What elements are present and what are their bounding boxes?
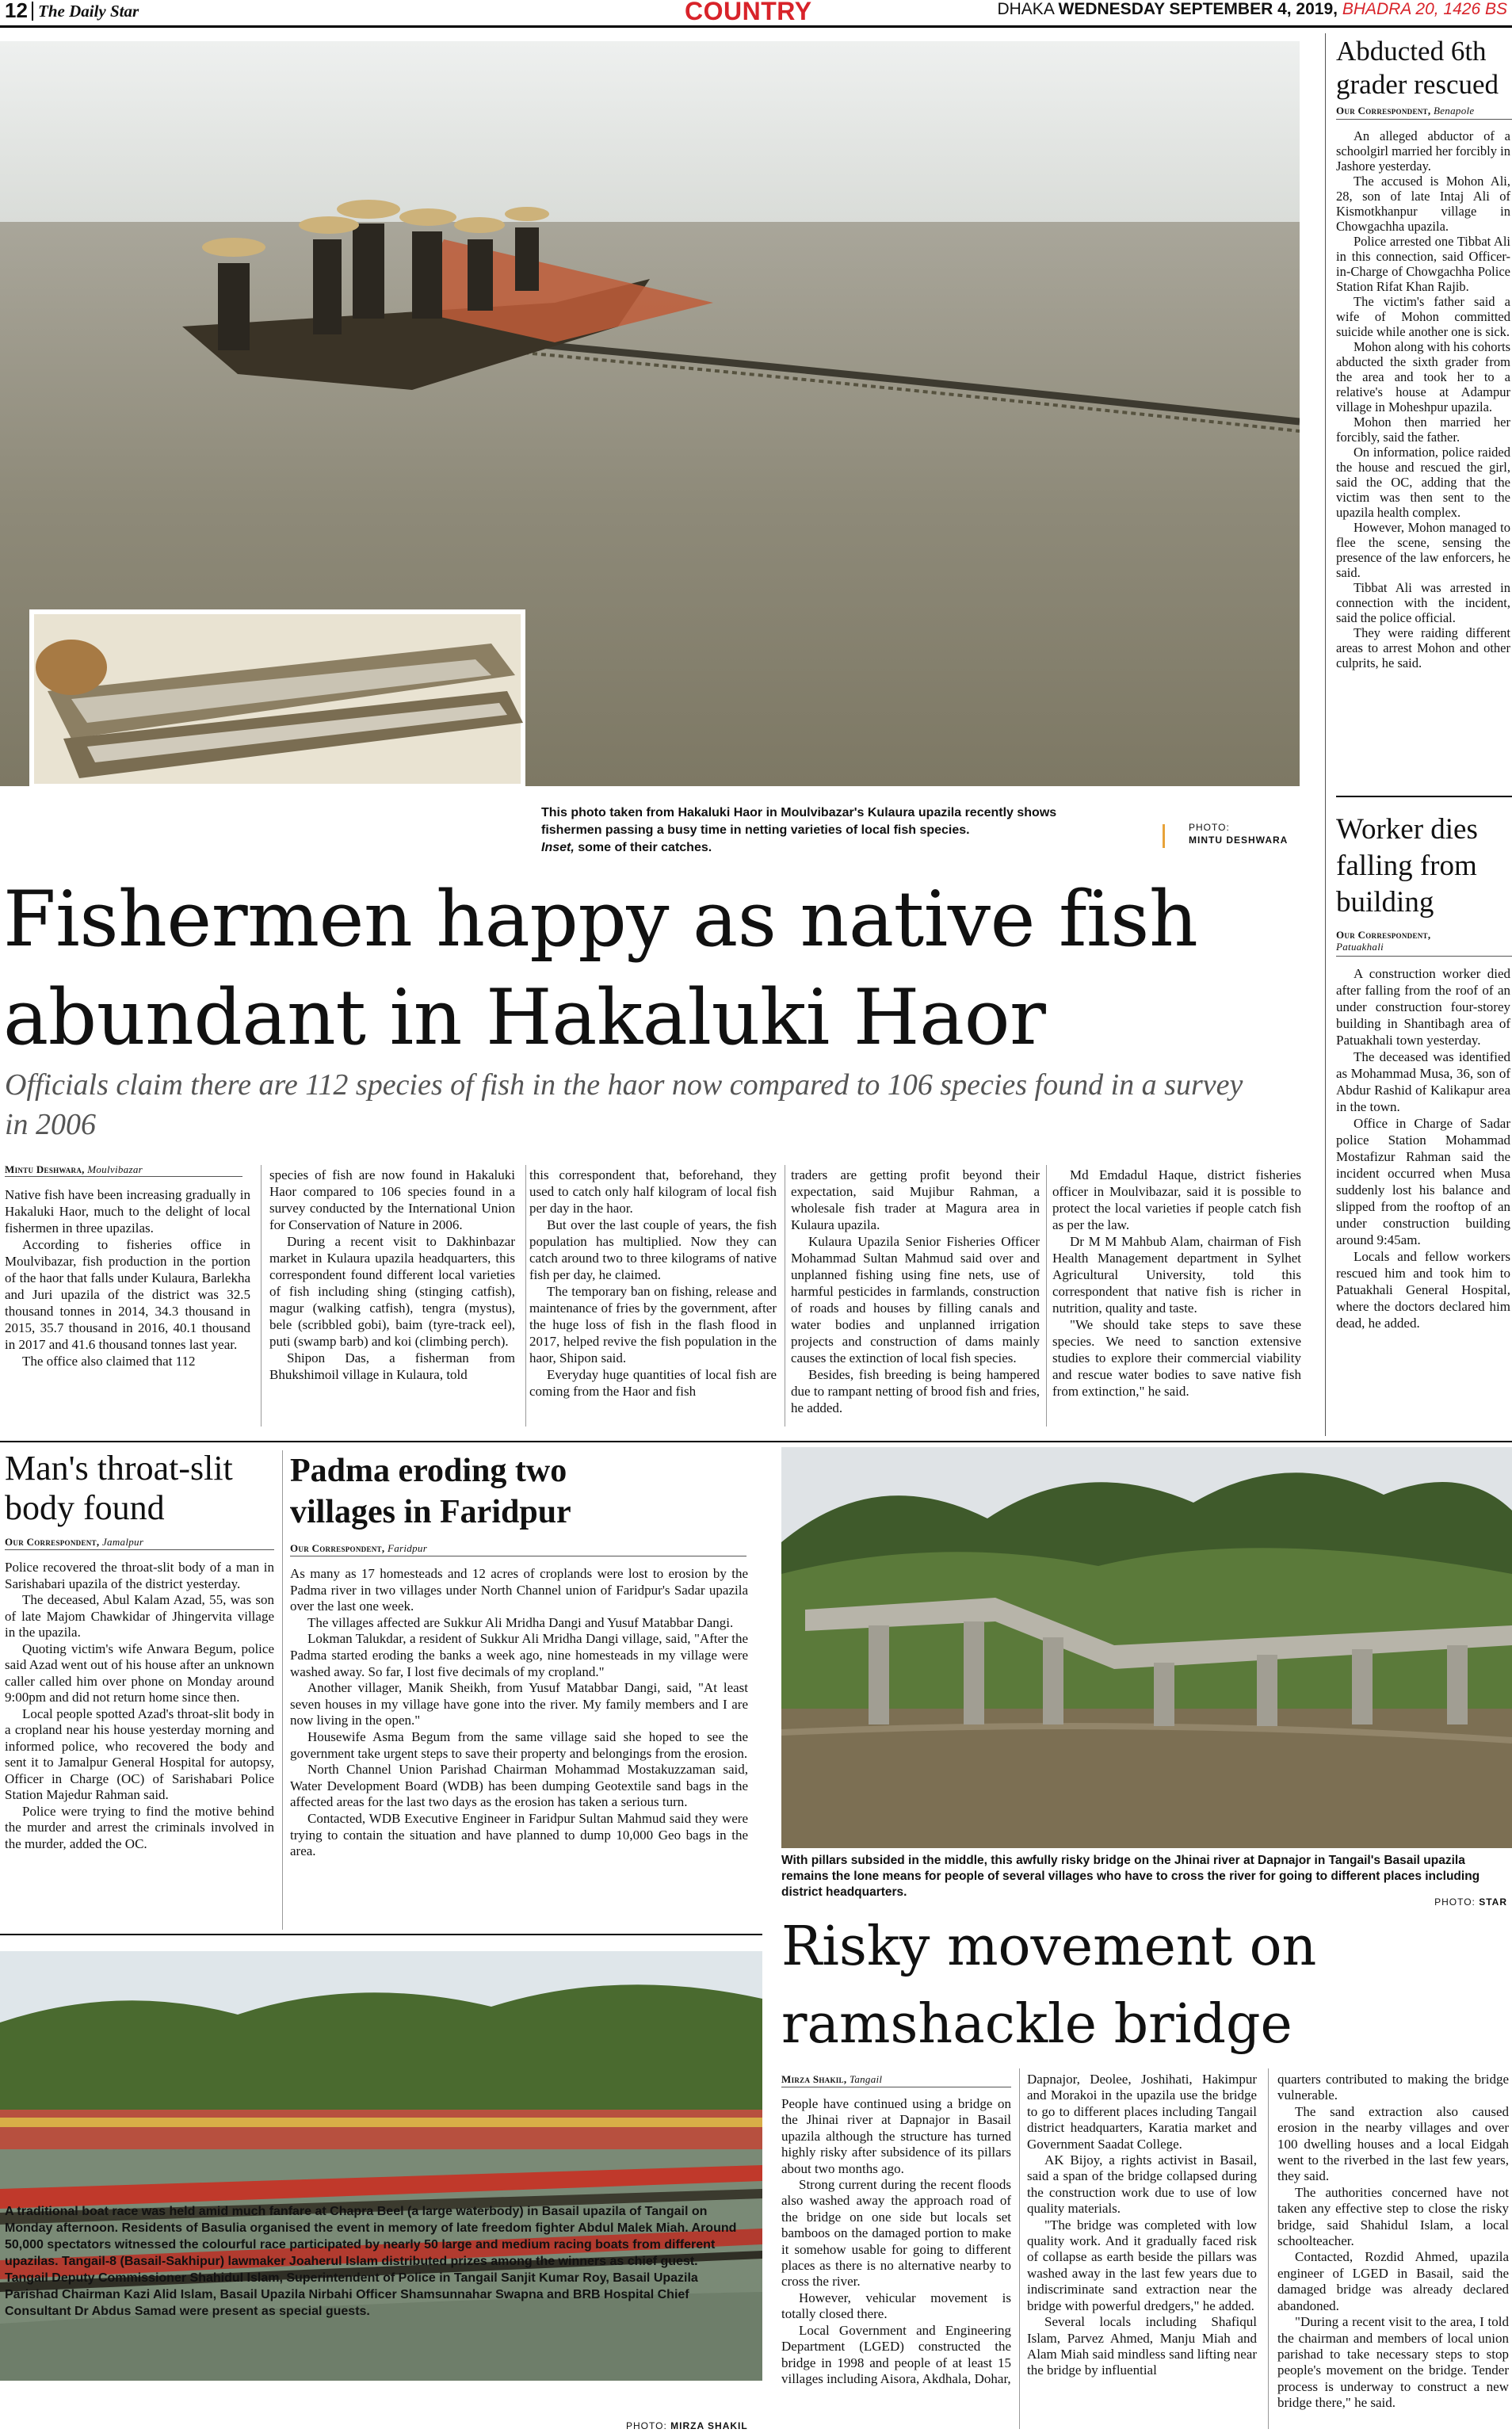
paragraph: Contacted, Rozdid Ahmed, upazila engineer of LGED in Basail, said the damaged bridge was already declared abandoned.: [1277, 2249, 1509, 2313]
column-rule: [261, 1165, 262, 1427]
headline-line: ramshackle bridge: [781, 1993, 1292, 2056]
paragraph: AK Bijoy, a rights activist in Basail, said a span of the bridge collapsed during the construction work due to use of low quality materials.: [1027, 2152, 1257, 2217]
worker-headline: [1336, 812, 1512, 921]
byline-name: Mirza Shakil,: [781, 2073, 847, 2085]
paragraph: Office in Charge of Sadar police Station Mohammad Mostafizur Rahman said the incident occurred when Musa suddenly lost his balance and slipped from the rooftop of an under construction building around 9:45am.: [1336, 1116, 1510, 1247]
boat-race-caption: A traditional boat race was held amid much fanfare at Chapra Beel (a large waterbody) in Basail upazila of Tangail on Monday afternoon. Residents of Basulia organised the event in memory of late freedom fighter Abdul Malek Miah. Around 50,000 spectators witnessed the colourful race participated by nearly 50 large and medium racing boats from different upazilas. Tangail-8 (Basail-Sakhipur) lawmaker Joaherul Islam distributed prizes among the winners as chief guest. Tangail Deputy Commissioner Shahidul Islam, Superintendent of Police in Tangail Sanjit Kumar Roy, Basail Upazila Parishad Chairman Kazi Alid Islam, Basail Upazila Nirbahi Officer Shamsunnahar Swapna and BRB Hospital Chief Consultant Dr Abdus Samad were present as special guests.: [5, 2205, 737, 2318]
paragraph: Several locals including Shafiqul Islam, Parvez Ahmed, Manju Miah and Alam Miah said mindless sand lifting near the bridge by influential: [1027, 2314, 1257, 2378]
section-label: COUNTRY: [685, 0, 812, 25]
byline-name: Our Correspondent,: [5, 1536, 100, 1548]
throat-slit-headline: [5, 1449, 274, 1528]
headline-line: body found: [5, 1488, 165, 1527]
headline-line: building: [1336, 886, 1434, 919]
paragraph: The accused is Mohon Ali, 28, son of late Intaj Ali of Kismotkhanpur village in Chowgachha upazila.: [1336, 174, 1510, 234]
credit-name: MINTU DESHWARA: [1189, 835, 1289, 846]
byline-rule: [1336, 956, 1512, 957]
main-byline-place: Moulvibazar: [87, 1163, 143, 1175]
headline-line: villages in Faridpur: [290, 1494, 571, 1530]
paragraph: Mohon along with his cohorts abducted the sixth grader from the area and took her to a relative's house at Adampur village in Moheshpur upazila.: [1336, 339, 1510, 414]
paragraph: Local Government and Engineering Department (LGED) constructed the bridge in 1998 and people of at least 15 villages including Aisora, Akdhala, Dohar,: [781, 2322, 1011, 2386]
byline-rule: [5, 1176, 242, 1177]
paragraph: An alleged abductor of a schoolgirl married her forcibly in Jashore yesterday.: [1336, 128, 1510, 174]
credit-name: STAR: [1479, 1896, 1507, 1908]
paper-name: The Daily Star: [38, 2, 139, 21]
fishermen-photo-caption: [541, 804, 1096, 857]
paragraph: Mohon then married her forcibly, said the father.: [1336, 414, 1510, 445]
dateline-city: DHAKA: [997, 0, 1054, 18]
caption-text: This photo taken from Hakaluki Haor in Moulvibazar's Kulaura upazila recently shows fishermen passing a busy time in netting varieties of local fish species.: [541, 806, 1057, 837]
paragraph: People have continued using a bridge on the Jhinai river at Dapnajor in Basail upazila although the structure has turned highly risky after subsidence of its pillars about two months ago.: [781, 2096, 1011, 2176]
byline-place: Patuakhali: [1336, 941, 1384, 953]
boat-race-photo-credit: [626, 2420, 748, 2431]
byline-place: Faridpur: [387, 1542, 428, 1554]
paragraph: The victim's father said a wife of Mohon committed suicide while another one is sick.: [1336, 294, 1510, 339]
paragraph: The temporary ban on fishing, release and maintenance of fries by the government, after the huge loss of fish in the flash flood in 2017, helped revive the fish population in the haor, Shipon said.: [529, 1284, 777, 1365]
fishermen-photo-credit: [1189, 821, 1288, 846]
sidebar-rule: [1325, 33, 1326, 1436]
bridge-story-col-2: [1027, 2072, 1257, 2379]
paragraph: On information, police raided the house and rescued the girl, said the OC, adding that the victim was then sent to the upazila health complex.: [1336, 445, 1510, 520]
main-story-col-4: [791, 1167, 1040, 1416]
byline-name: Our Correspondent,: [290, 1542, 385, 1554]
paragraph: Lokman Talukdar, a resident of Sukkur Ali Mridha Dangi village, said, "After the Padma started eroding the banks a week ago, nine homesteads in my village were washed away. So far, I lost five decimals of my cropland.": [290, 1631, 748, 1679]
bridge-story-col-3: [1277, 2072, 1509, 2412]
masthead-rule: [0, 25, 1512, 28]
paragraph: traders are getting profit beyond their expectation, said Mujibur Rahman, a wholesale fish trader at Magura area in Kulaura upazila.: [791, 1167, 1040, 1232]
worker-story: [1336, 965, 1510, 1331]
main-story-col-3: [529, 1167, 777, 1400]
paragraph: Another villager, Manik Sheikh, from Yusuf Matabbar Dangi, said, "At least seven houses in my village have gone into the river. My family members and I are now living in the open.": [290, 1680, 748, 1728]
paragraph: But over the last couple of years, the fish population has multiplied. Now they can catch around two to three kilograms of native fish per day, he claimed.: [529, 1217, 777, 1282]
paragraph: The deceased, Abul Kalam Azad, 55, was son of late Majom Chawkidar of Jhingervita village in the upazila.: [5, 1592, 274, 1640]
sidebar-divider: [1336, 796, 1512, 797]
credit-name: MIRZA SHAKIL: [670, 2420, 748, 2431]
paragraph: Shipon Das, a fisherman from Bhukshimoil village in Kulaura, told: [269, 1350, 515, 1382]
abduction-story: [1336, 128, 1510, 670]
paragraph: Contacted, WDB Executive Engineer in Faridpur Sultan Mahmud said they were trying to contain the situation and have planned to dump 10,000 Geo bags in the area.: [290, 1810, 748, 1859]
bridge-headline: [781, 1908, 1512, 2064]
bridge-story-col-1: [781, 2096, 1011, 2387]
main-headline-line-1: Fishermen happy as native fish: [3, 875, 1198, 964]
bridge-photo-caption: With pillars subsided in the middle, this awfully risky bridge on the Jhinai river at Dapnajor in Tangail's Basail upazila remains the lone means for people of several villages who have to cross the river for going to different places including district headquarters.: [781, 1854, 1480, 1899]
paragraph: Besides, fish breeding is being hampered due to rampant netting of brood fish and fries, he added.: [791, 1367, 1040, 1415]
byline-place: Jamalpur: [101, 1536, 144, 1548]
main-story-col-1: [5, 1186, 250, 1369]
paragraph: The sand extraction also caused erosion in the nearby villages and over 100 dwelling houses and a local Eidgah went to the riverbed in the last few years, they said.: [1277, 2103, 1509, 2184]
main-byline-name: Mintu Deshwara,: [5, 1163, 85, 1175]
headline-line: Worker dies: [1336, 813, 1478, 846]
section-rule: [0, 1441, 1512, 1442]
main-byline: [5, 1163, 242, 1176]
paragraph: Everyday huge quantities of local fish are coming from the Haor and fish: [529, 1367, 777, 1399]
paragraph: "During a recent visit to the area, I told the chairman and members of local union parishad to take necessary steps to stop people's movement on the bridge. Tender process is underway to construct a new bridge there," he said.: [1277, 2314, 1509, 2411]
paragraph: However, Mohon managed to flee the scene, sensing the presence of the law enforcers, he said.: [1336, 520, 1510, 580]
paragraph: North Channel Union Parishad Chairman Mohammad Mostakuzzaman said, Water Development Board (WDB) has been dumping Geotextile sand bags in the affected areas for the last two days as the erosion has taken a serious turn.: [290, 1762, 748, 1810]
paragraph: Tibbat Ali was arrested in connection with the incident, said the police official.: [1336, 580, 1510, 625]
paragraph: Locals and fellow workers rescued him and took him to Patuakhali General Hospital, where the doctors declared him dead, he added.: [1336, 1249, 1510, 1331]
column-rule: [525, 1165, 526, 1427]
credit-label: PHOTO:: [1189, 822, 1230, 833]
paragraph: this correspondent that, beforehand, they used to catch only half kilogram of local fish per day in the haor.: [529, 1167, 777, 1216]
main-subhead: Officials claim there are 112 species of fish in the haor now compared to 106 species found in a survey in 2006: [5, 1068, 1243, 1141]
credit-label: PHOTO:: [626, 2420, 667, 2431]
paragraph: Quoting victim's wife Anwara Begum, police said Azad went out of his house after an unknown caller called him over phone on Monday around 9:00pm and did not return home since then.: [5, 1640, 274, 1705]
main-story-col-5: [1052, 1167, 1301, 1400]
paragraph: "We should take steps to save these species. We need to sanction extensive studies to explore their commercial viability and rescue water bodies to save native fish from extinction," he said.: [1052, 1317, 1301, 1399]
paragraph: "The bridge was completed with low quality work. And it gradually faced risk of collapse as earth beside the pillars was washed away in the last few years due to indiscriminate sand extraction near the bridge with powerful dredgers," he added.: [1027, 2217, 1257, 2313]
paragraph: The villages affected are Sukkur Ali Mridha Dangi and Yusuf Matabbar Dangi.: [307, 1614, 734, 1630]
paragraph: Native fish have been increasing gradually in Hakaluki Haor, much to the delight of local fishermen in three upazilas.: [5, 1187, 250, 1236]
column-rule: [1046, 1165, 1047, 1427]
headline-line: Risky movement on: [781, 1915, 1317, 1978]
paragraph: Kulaura Upazila Senior Fisheries Officer Mohammad Sultan Mahmud said over and unplanned fishing using fine nets, use of harmful pesticides in farmlands, construction of roads and houses by filling canals and water bodies and unplanned irrigation projects and construction of dams mainly causes the extinction of local fish species.: [791, 1234, 1040, 1365]
worker-byline: [1336, 929, 1512, 953]
credit-label: PHOTO:: [1434, 1896, 1476, 1908]
main-headline-line-2: abundant in Hakaluki Haor: [3, 973, 1046, 1062]
column-rule: [282, 1450, 283, 1930]
paragraph: Strong current during the recent floods also washed away the approach road of the bridge on one side but locals set bamboos on the damaged portion to make it somehow usable for going to different places as there is no alternative nearby to cross the river.: [781, 2177, 1011, 2290]
paragraph: They were raiding different areas to arrest Mohon and other culprits, he said.: [1336, 625, 1510, 670]
dateline-bangla: BHADRA 20, 1426 BS: [1342, 0, 1507, 18]
fishermen-photo: [0, 41, 1300, 786]
padma-story: [290, 1566, 748, 1860]
credit-marker: [1163, 824, 1165, 848]
headline-line: falling from: [1336, 850, 1477, 882]
padma-headline: [290, 1450, 766, 1533]
paragraph: A construction worker died after falling from the roof of an under construction four-storey building in Shantibagh area of Patuakhali town yesterday.: [1336, 966, 1510, 1048]
abduction-headline: [1336, 35, 1512, 101]
headline-line: Man's throat-slit: [5, 1449, 233, 1488]
padma-byline: [290, 1542, 746, 1555]
byline-name: Our Correspondent,: [1336, 929, 1431, 941]
main-story-col-2: [269, 1167, 515, 1383]
paragraph: The authorities concerned have not taken any effective step to close the risky bridge, said Shahidul Islam, a local schoolteacher.: [1277, 2184, 1509, 2249]
abduction-byline: [1336, 105, 1512, 117]
section-rule: [0, 1934, 762, 1935]
page-number: 12: [5, 0, 28, 22]
main-headline: [3, 870, 1319, 1067]
dateline-date: WEDNESDAY SEPTEMBER 4, 2019,: [1058, 0, 1338, 18]
paragraph: Local people spotted Azad's throat-slit body in a cropland near his house yesterday morning and informed police, who recovered the body and sent it to Jamalpur General Hospital for autopsy, Officer in Charge (OC) of Sarishabari Police Station Majedur Rahman said.: [5, 1705, 274, 1802]
paragraph: However, vehicular movement is totally closed there.: [781, 2290, 1011, 2322]
headline-line: Padma eroding two: [290, 1453, 567, 1489]
bridge-byline: [781, 2073, 1011, 2086]
paragraph: As many as 17 homesteads and 12 acres of croplands were lost to erosion by the Padma river in two villages under North Channel union of Faridpur's Sadar upazila over the last one week.: [290, 1566, 748, 1614]
paragraph: species of fish are now found in Hakaluki Haor compared to 106 species found in a survey conducted by the International Union for Conservation of Nature in 2006.: [269, 1167, 515, 1232]
masthead-divider: [32, 2, 33, 21]
paragraph: Md Emdadul Haque, district fisheries officer in Moulvibazar, said it is possible to protect the local varieties if people catch fish as per the law.: [1052, 1167, 1301, 1232]
paragraph: The office also claimed that 112: [22, 1354, 196, 1369]
headline-line: grader rescued: [1336, 69, 1499, 100]
paragraph: The deceased was identified as Mohammad Musa, 36, son of Abdur Rashid of Kalikapur area in the town.: [1336, 1049, 1510, 1114]
bridge-photo-credit: [1434, 1896, 1507, 1908]
column-rule: [1268, 2068, 1269, 2429]
inset-photo: [32, 612, 523, 786]
paragraph: Dapnajor, Deolee, Joshihati, Hakimpur and Morakoi in the upazila use the bridge to go to different places including Tangail district headquarters, Karatia market and Government Saadat College.: [1027, 2072, 1257, 2152]
caption-inset-word: Inset,: [541, 841, 575, 854]
throat-slit-byline: [5, 1536, 274, 1549]
throat-slit-story: [5, 1560, 274, 1852]
bridge-photo: [781, 1447, 1512, 1848]
paragraph: According to fisheries office in Moulvibazar, fish production in the portion of the haor that falls under Kulaura, Barlekha and Juri upazila of the district was 32.5 thousand tonnes in 2014, 34.3 thousand in 2015, 35.7 thousand in 2016, 40.1 thousand in 2017 and 41.6 thousand tonnes last year.: [5, 1237, 250, 1352]
byline-place: Tangail: [849, 2073, 883, 2085]
byline-rule: [5, 1549, 274, 1550]
paragraph: Police arrested one Tibbat Ali in this connection, said Officer-in-Charge of Chowgachha Police Station Rifat Khan Rajib.: [1336, 234, 1510, 294]
paragraph: Housewife Asma Begum from the same village said she hoped to see the government take urgent steps to save their property and belongings from the erosion.: [290, 1728, 748, 1761]
paragraph: During a recent visit to Dakhinbazar market in Kulaura upazila headquarters, this correspondent found different local varieties of fish including shing (stinging catfish), magur (walking catfish), tengra (mystus), bele (scribbled gobi), baim (tyre-track eel), puti (swamp barb) and koi (climbing perch).: [269, 1234, 515, 1349]
byline-place: Benapole: [1433, 105, 1475, 116]
paragraph: quarters contributed to making the bridge vulnerable.: [1277, 2072, 1509, 2103]
byline-rule: [1336, 119, 1512, 120]
paragraph: Police were trying to find the motive behind the murder and arrest the criminals involved in the murder, added the OC.: [5, 1803, 274, 1851]
paragraph: Police recovered the throat-slit body of a man in Sarishabari upazila of the district yesterday.: [5, 1560, 274, 1591]
paragraph: Dr M M Mahbub Alam, chairman of Fish Health Management department in Sylhet Agricultural University, told this correspondent that native fish is richer in nutrition, quality and taste.: [1052, 1234, 1301, 1316]
dateline: [997, 0, 1507, 19]
caption-tail: some of their catches.: [578, 841, 712, 854]
byline-name: Our Correspondent,: [1336, 105, 1431, 116]
column-rule: [1019, 2068, 1020, 2429]
headline-line: Abducted 6th: [1336, 36, 1487, 67]
